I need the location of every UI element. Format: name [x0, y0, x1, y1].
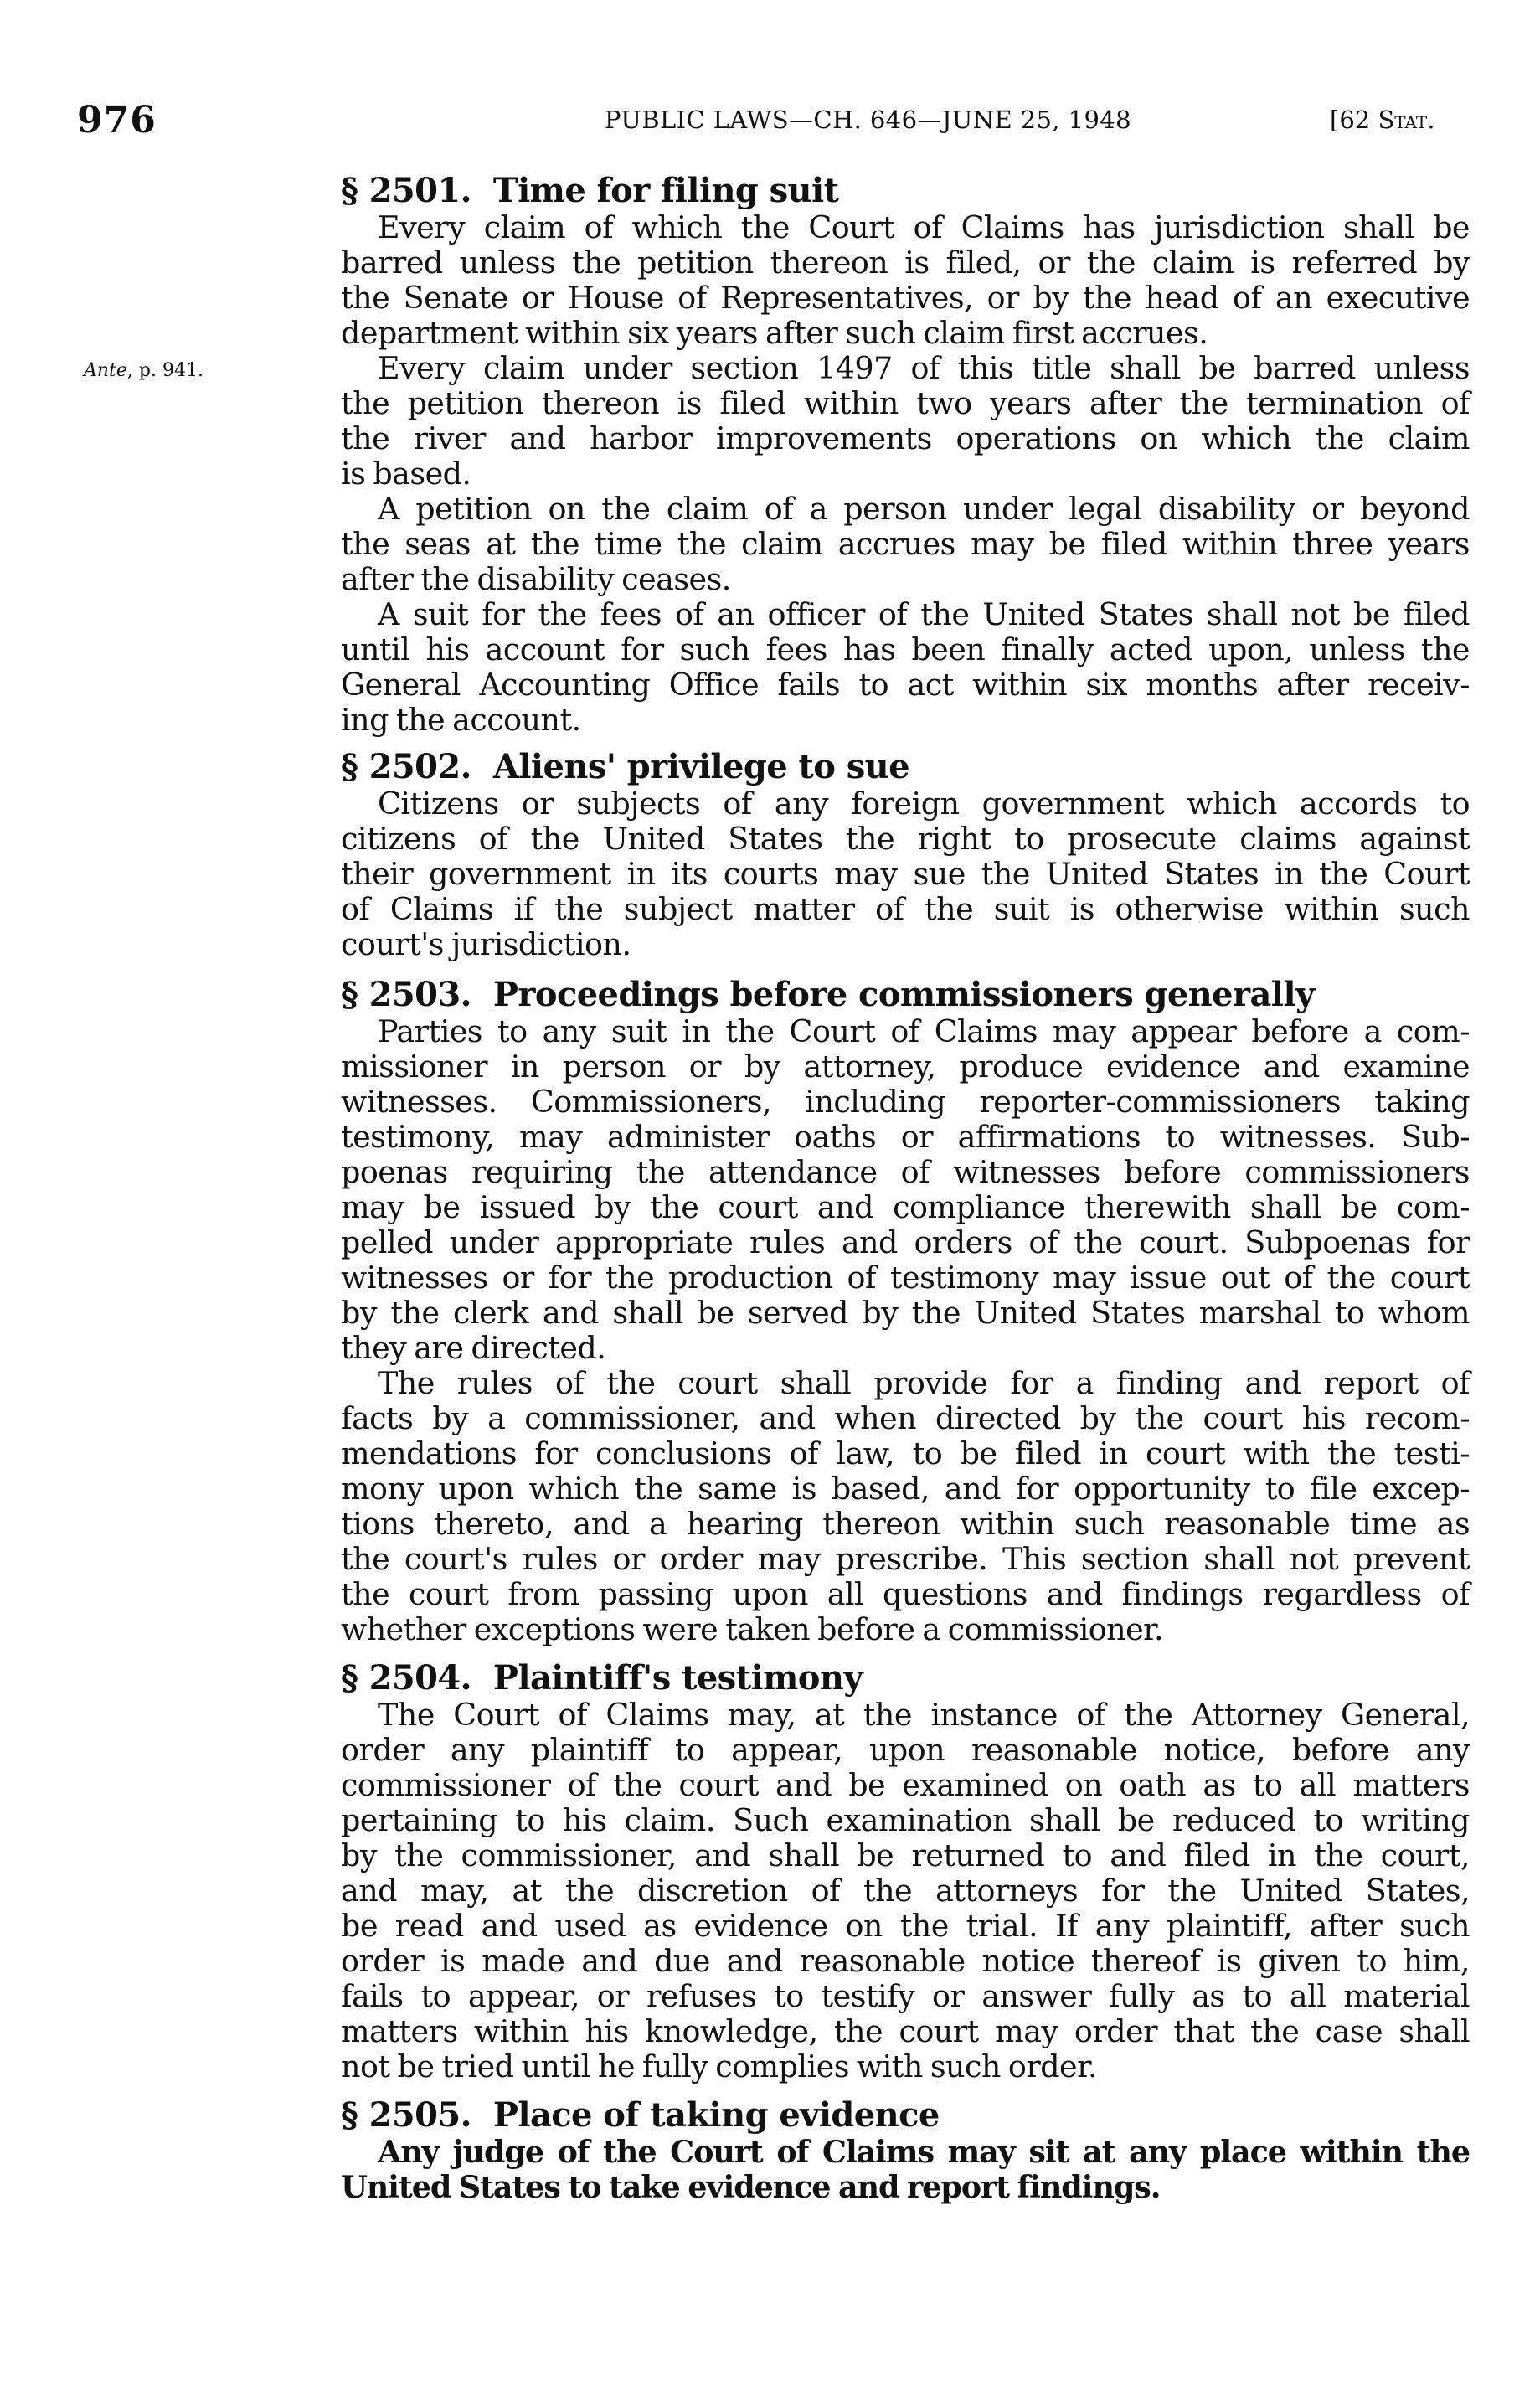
text-line: and may, at the discretion of the attorneys for the United States, — [341, 1873, 1470, 1909]
section-number: § 2503. — [341, 975, 471, 1014]
text-line: fails to appear, or refuses to testify or answer fully as to all material — [341, 1978, 1470, 2014]
text-line: after the disability ceases. — [341, 561, 731, 597]
text-line: be read and used as evidence on the trial. If any plaintiff, after such — [341, 1908, 1470, 1944]
text-line: not be tried until he fully complies with such order. — [341, 2048, 1098, 2084]
text-line: pelled under appropriate rules and orders of the court. Subpoenas for — [341, 1224, 1470, 1260]
text-line: by the commissioner, and shall be returned to and filed in the court, — [341, 1837, 1470, 1873]
text-line: the court's rules or order may prescribe. This section shall not prevent — [341, 1541, 1470, 1577]
paragraph — [341, 1366, 1470, 1647]
text-line: United States to take evidence and report findings. — [341, 2169, 1161, 2205]
paragraph — [341, 492, 1470, 597]
text-line: mendations for conclusions of law, to be filed in court with the testi- — [341, 1435, 1470, 1471]
text-line: General Accounting Office fails to act within six months after receiv- — [341, 667, 1470, 703]
paragraph — [341, 786, 1470, 962]
section-heading — [341, 172, 1470, 210]
section-title: Place of taking evidence — [492, 2095, 940, 2135]
text-line: they are directed. — [341, 1330, 606, 1366]
text-line: whether exceptions were taken before a commissioner. — [341, 1611, 1164, 1647]
section-number: § 2501. — [341, 171, 471, 210]
text-line: the seas at the time the claim accrues may be filed within three years — [341, 526, 1470, 562]
volume-bracket: [62 — [1330, 106, 1378, 134]
text-line: barred unless the petition thereon is filed, or the claim is referred by — [341, 245, 1470, 281]
text-line: witnesses or for the production of testimony may issue out of the court — [341, 1260, 1470, 1296]
text-line: the petition thereon is filed within two years after the termination of — [341, 385, 1470, 421]
text-line: order any plaintiff to appear, upon reasonable notice, before any — [341, 1732, 1470, 1768]
text-line: ing the account. — [341, 702, 581, 738]
text-line: Parties to any suit in the Court of Claims may appear before a com- — [378, 1013, 1470, 1049]
text-line: A petition on the claim of a person under legal disability or beyond — [378, 491, 1470, 527]
paragraph — [341, 1014, 1470, 1366]
text-line: missioner in person or by attorney, produce evidence and examine — [341, 1049, 1470, 1085]
text-line: the river and harbor improvements operations on which the claim — [341, 420, 1470, 456]
text-line: The rules of the court shall provide for a finding and report of — [378, 1365, 1470, 1401]
section-number: § 2505. — [341, 2095, 471, 2135]
section-title: Proceedings before commissioners generally — [492, 975, 1315, 1014]
text-line: of Claims if the subject matter of the suit is otherwise within such — [341, 891, 1470, 927]
section-title: Aliens' privilege to sue — [492, 747, 909, 786]
volume-citation — [1330, 106, 1434, 134]
section-number: § 2502. — [341, 747, 471, 786]
text-line: testimony, may administer oaths or affirmations to witnesses. Sub- — [341, 1119, 1470, 1155]
text-line: Every claim of which the Court of Claims has jurisdiction shall be — [378, 209, 1470, 245]
section-heading — [341, 1659, 1470, 1698]
text-line: commissioner of the court and be examined on oath as to all matters — [341, 1767, 1470, 1803]
text-line: tions thereto, and a hearing thereon within such reasonable time as — [341, 1506, 1470, 1542]
text-line: may be issued by the court and compliance therewith shall be com- — [341, 1189, 1470, 1225]
page-number: 976 — [77, 99, 157, 142]
section-2503 — [341, 976, 1470, 1647]
margin-note-italic: Ante — [84, 360, 127, 381]
text-line: mony upon which the same is based, and for opportunity to file excep- — [341, 1471, 1470, 1507]
text-line: poenas requiring the attendance of witnesses before commissioners — [341, 1154, 1470, 1190]
text-line: the court from passing upon all questions and findings regardless of — [341, 1576, 1470, 1612]
text-line: facts by a commissioner, and when directed by the court his recom- — [341, 1400, 1470, 1436]
text-column — [341, 172, 1470, 2205]
text-line: pertaining to his claim. Such examination shall be reduced to writing — [341, 1802, 1470, 1838]
text-line: their government in its courts may sue the United States in the Court — [341, 856, 1470, 892]
section-heading — [341, 2096, 1470, 2135]
paragraph — [341, 597, 1470, 738]
paragraph — [341, 2135, 1470, 2205]
section-2502 — [341, 748, 1470, 962]
text-line: matters within his knowledge, the court may order that the case shall — [341, 2013, 1470, 2049]
text-line: the Senate or House of Representatives, or by the head of an executive — [341, 280, 1470, 316]
margin-note-text: , p. 941. — [126, 360, 203, 381]
volume-label: Stat. — [1378, 106, 1435, 134]
text-line: The Court of Claims may, at the instance of the Attorney General, — [378, 1697, 1470, 1733]
paragraph — [341, 210, 1470, 351]
section-heading — [341, 976, 1470, 1014]
text-line: court's jurisdiction. — [341, 926, 631, 962]
section-title: Plaintiff's testimony — [492, 1658, 863, 1698]
text-line: witnesses. Commissioners, including reporter-commissioners taking — [341, 1084, 1470, 1120]
section-2501 — [341, 172, 1470, 738]
section-2504 — [341, 1659, 1470, 2084]
running-head — [0, 99, 1540, 142]
text-line: is based. — [341, 456, 471, 492]
margin-note-ante — [84, 360, 203, 381]
text-line: Citizens or subjects of any foreign government which accords to — [378, 786, 1470, 822]
text-line: by the clerk and shall be served by the United States marshal to whom — [341, 1295, 1470, 1331]
paragraph — [341, 1698, 1470, 2084]
running-head-title: PUBLIC LAWS—CH. 646—JUNE 25, 1948 — [605, 106, 1132, 134]
text-line: until his account for such fees has been finally acted upon, unless the — [341, 631, 1470, 667]
section-number: § 2504. — [341, 1658, 471, 1698]
text-line: Every claim under section 1497 of this title shall be barred unless — [378, 350, 1470, 386]
text-line: order is made and due and reasonable notice thereof is given to him, — [341, 1943, 1470, 1979]
section-title: Time for filing suit — [492, 171, 839, 210]
text-line: department within six years after such claim first accrues. — [341, 315, 1208, 351]
text-line: A suit for the fees of an officer of the United States shall not be filed — [378, 596, 1470, 632]
section-2505 — [341, 2096, 1470, 2205]
paragraph — [341, 351, 1470, 492]
text-line: citizens of the United States the right to prosecute claims against — [341, 821, 1470, 857]
text-line: Any judge of the Court of Claims may sit at any place within the — [378, 2134, 1470, 2170]
section-heading — [341, 748, 1470, 786]
